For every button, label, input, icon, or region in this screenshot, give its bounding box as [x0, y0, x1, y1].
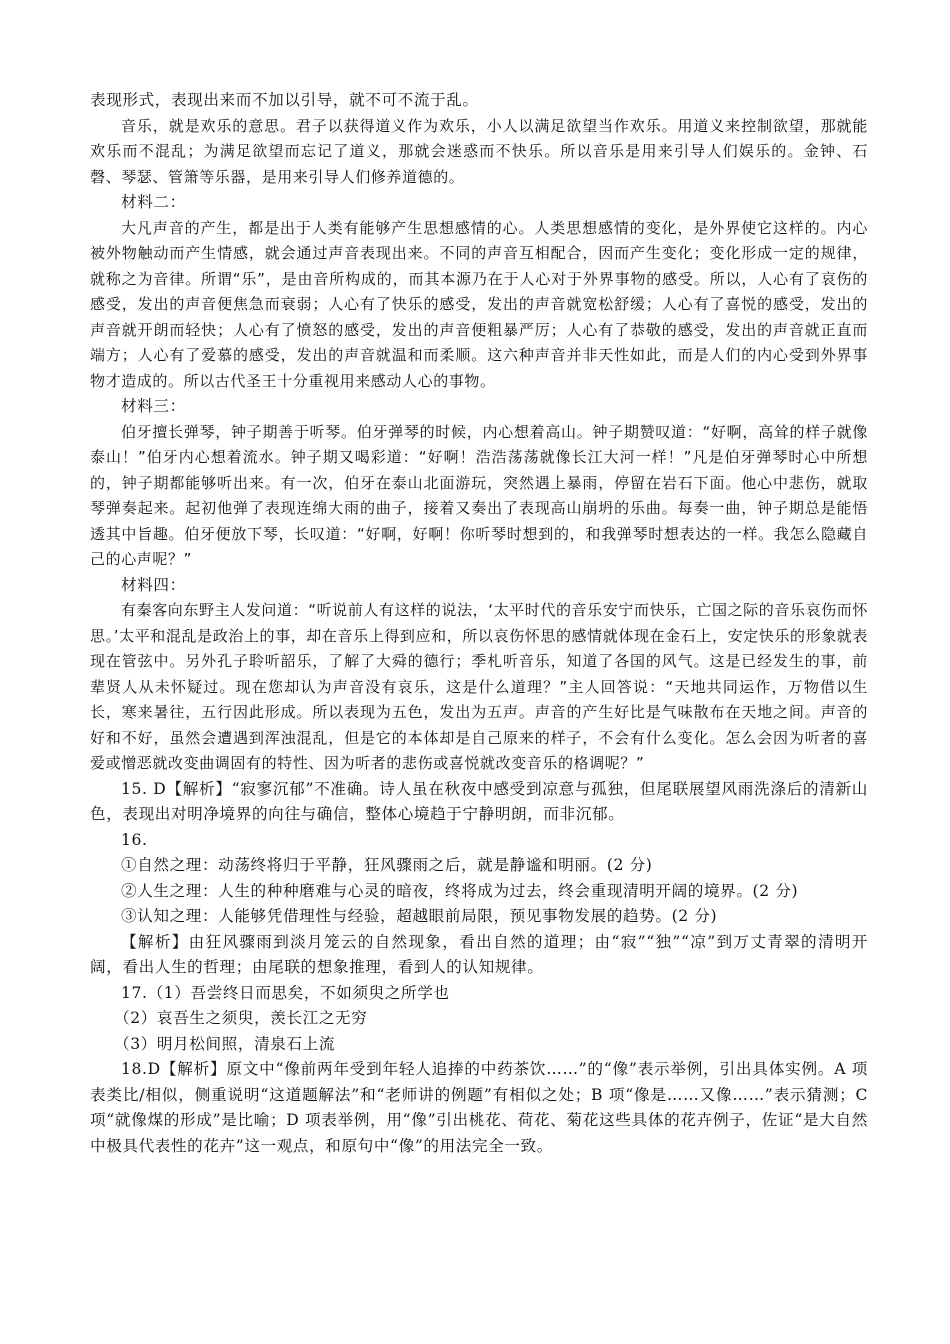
- material-4-label: 材料四：: [121, 575, 186, 594]
- material-2-label: 材料二：: [121, 193, 186, 211]
- answer-16-item-2: ②人生之理：人生的种种磨难与心灵的暗夜，终将成为过去，终会重现清明开阔的境界。(2 分): [121, 881, 799, 900]
- material-4-text: 有秦客向东野主人发问道：“听说前人有这样的说法，‘太平时代的音乐安宁而快乐，亡国之际的音乐哀伤而怀思。’太平和混乱是政治上的事，却在音乐上得到应和，所以哀伤怀思的感情就体现在金石上，安定快乐的形象就表现在管弦中。另外孔子聆听韶乐，了解了大舜的德行；季札听音乐，知道了各国的风气。这是已经发生的事，前辈贤人从未怀疑过。现在您却认为声音没有哀乐，这是什么道理？”主人回答说：“天地共同运作，万物借以生长，寒来暑往，五行因此形成。所以表现为五色，发出为五声。声音的产生好比是气味散布在天地之间。声音的好和不好，虽然会遭遇到浑浊混乱，但是它的本体却是自己原来的样子，不会有什么变化。怎么会因为听者的喜爱或憎恶就改变曲调固有的特性、因为听者的悲伤或喜悦就改变音乐的格调呢？”: [90, 601, 868, 772]
- answer-18: 18.D【解析】原文中“像前两年受到年轻人追捧的中药茶饮……”的“像”表示举例，引出具体实例。A 项表类比/相似，侧重说明“这道题解法”和“老师讲的例题”有相似之处；B 项“像是……又像……”表示猜测；C 项“就像煤的形成”是比喻；D 项表举例，用“像”引出桃花、荷花、菊花这些具体的花卉例子，佐证“是大自然中极具代表性的花卉”这一观点，和原句中“像”的用法完全一致。: [90, 1060, 868, 1155]
- document-page: [90, 88, 868, 1159]
- answer-16-analysis: 【解析】由狂风骤雨到淡月笼云的自然现象，看出自然的道理；由“寂”“独”“凉”到万丈青翠的清明开阔，看出人生的哲理；由尾联的想象推理，看到人的认知规律。: [90, 932, 868, 976]
- answer-17-line-1: 17.（1）吾尝终日而思矣，不如须臾之所学也: [121, 983, 450, 1002]
- material-3-text: 伯牙擅长弹琴，钟子期善于听琴。伯牙弹琴的时候，内心想着高山。钟子期赞叹道：“好啊，高耸的样子就像泰山！”伯牙内心想着流水。钟子期又喝彩道：“好啊！浩浩荡荡就像长江大河一样！”凡是伯牙弹琴时心中所想的，钟子期都能够听出来。有一次，伯牙在泰山北面游玩，突然遇上暴雨，停留在岩石下面。他心中悲伤，就取琴弹奏起来。起初他弹了表现连绵大雨的曲子，接着又奏出了表现高山崩坍的乐曲。每奏一曲，钟子期总是能悟透其中旨趣。伯牙便放下琴，长叹道：“好啊，好啊！你听琴时想到的，和我弹琴时想表达的一样。我怎么隐藏自己的心声呢？”: [90, 422, 868, 568]
- answer-16-item-3: ③认知之理：人能够凭借理性与经验，超越眼前局限，预见事物发展的趋势。(2 分): [121, 907, 718, 925]
- answer-15: 15. D【解析】“寂寥沉郁”不准确。诗人虽在秋夜中感受到凉意与孤独，但尾联展望风雨洗涤后的清新山色，表现出对明净境界的向往与确信，整体心境趋于宁静明朗，而非沉郁。: [90, 779, 868, 823]
- material-2-text: 大凡声音的产生，都是出于人类有能够产生思想感情的心。人类思想感情的变化，是外界使它这样的。内心被外物触动而产生情感，就会通过声音表现出来。不同的声音互相配合，因而产生变化；变化形成一定的规律，就称之为音律。所谓“乐”，是由音所构成的，而其本源乃在于人心对于外界事物的感受。所以，人心有了哀伤的感受，发出的声音便焦急而衰弱；人心有了快乐的感受，发出的声音就宽松舒缓；人心有了喜悦的感受，发出的声音就开朗而轻快；人心有了愤怒的感受，发出的声音便粗暴严厉；人心有了恭敬的感受，发出的声音就正直而端方；人心有了爱慕的感受，发出的声音就温和而柔顺。这六种声音并非天性如此，而是人们的内心受到外界事物才造成的。所以古代圣王十分重视用来感动人心的事物。: [90, 218, 868, 390]
- answer-16-item-1: ①自然之理：动荡终将归于平静，狂风骤雨之后，就是静谧和明丽。(2 分): [121, 856, 653, 874]
- answer-17-line-2: （2）哀吾生之须臾，羡长江之无穷: [114, 1009, 368, 1027]
- opening-line: 表现形式，表现出来而不加以引导，就不可不流于乱。: [90, 91, 479, 109]
- answer-17-line-3: （3）明月松间照，清泉石上流: [114, 1034, 336, 1053]
- material-3-label: 材料三：: [121, 397, 186, 415]
- answer-16-number: 16.: [121, 830, 148, 849]
- music-paragraph: 音乐，就是欢乐的意思。君子以获得道义作为欢乐，小人以满足欲望当作欢乐。用道义来控制欲望，那就能欢乐而不混乱；为满足欲望而忘记了道义，那就会迷惑而不快乐。所以音乐是用来引导人们娱乐的。金钟、石磬、琴瑟、管箫等乐器，是用来引导人们修养道德的。: [90, 116, 868, 186]
